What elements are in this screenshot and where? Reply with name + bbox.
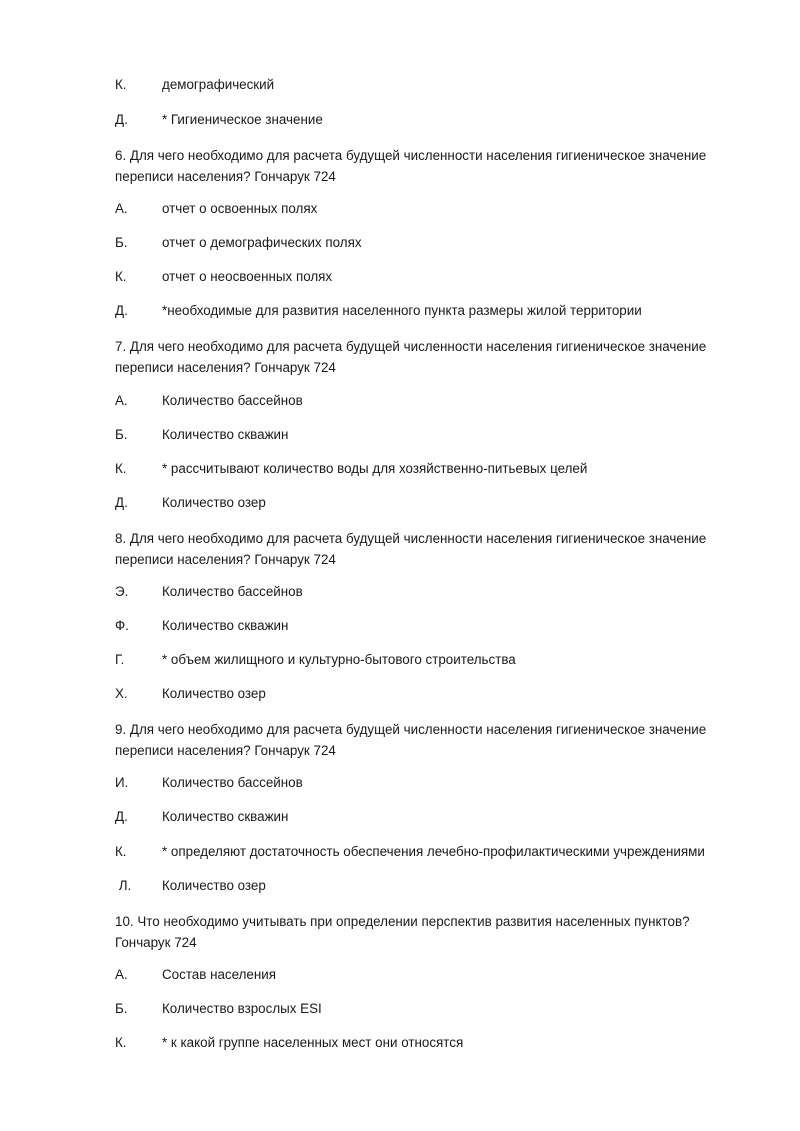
question-text: 8. Для чего необходимо для расчета будущей численности населения гигиеническое значение переписи населения? Гончарук 724 bbox=[115, 531, 707, 567]
option-text: * определяют достаточность обеспечения лечебно-профилактическими учреждениями bbox=[162, 844, 705, 859]
question-text: 9. Для чего необходимо для расчета будущей численности населения гигиеническое значение переписи населения? Гончарук 724 bbox=[115, 722, 707, 758]
option-letter: А. bbox=[115, 201, 128, 216]
option-text: * рассчитывают количество воды для хозяйственно-питьевых целей bbox=[162, 461, 588, 476]
option-letter: К. bbox=[115, 461, 127, 476]
option-text: * объем жилищного и культурно-бытового строительства bbox=[162, 652, 516, 667]
option-text: Количество озер bbox=[162, 878, 266, 893]
option-letter: И. bbox=[115, 775, 129, 790]
option-letter: Б. bbox=[115, 235, 128, 250]
option-text: Количество озер bbox=[162, 686, 266, 701]
option-text: Количество скважин bbox=[162, 618, 289, 633]
option-text: Количество скважин bbox=[162, 427, 289, 442]
option-text: * к какой группе населенных мест они относятся bbox=[162, 1035, 464, 1050]
option-letter: Б. bbox=[115, 427, 128, 442]
option-letter: Л. bbox=[115, 878, 132, 893]
question-text: 7. Для чего необходимо для расчета будущей численности населения гигиеническое значение переписи населения? Гончарук 724 bbox=[115, 339, 707, 375]
option-text: Количество скважин bbox=[162, 809, 289, 824]
option-text: отчет о демографических полях bbox=[162, 235, 362, 250]
option-letter: Д. bbox=[115, 809, 128, 824]
option-letter: К. bbox=[115, 1035, 127, 1050]
option-text: Количество бассейнов bbox=[162, 775, 303, 790]
option-letter: Х. bbox=[115, 686, 128, 701]
question-text: 10. Что необходимо учитывать при определении перспектив развития населенных пунктов? Гончарук 724 bbox=[115, 914, 690, 950]
option-text: *необходимые для развития населенного пункта размеры жилой территории bbox=[162, 303, 642, 318]
option-letter: К. bbox=[115, 269, 127, 284]
option-text: Состав населения bbox=[162, 967, 277, 982]
option-letter: Г. bbox=[115, 652, 125, 667]
option-letter: Э. bbox=[115, 584, 129, 599]
option-letter: Б. bbox=[115, 1001, 128, 1016]
question-text: 6. Для чего необходимо для расчета будущей численности населения гигиеническое значение переписи населения? Гончарук 724 bbox=[115, 148, 707, 184]
option-text: отчет о неосвоенных полях bbox=[162, 269, 333, 284]
option-letter: Д. bbox=[115, 112, 128, 127]
option-letter: А. bbox=[115, 393, 128, 408]
option-letter: Ф. bbox=[115, 618, 129, 633]
option-text: Количество бассейнов bbox=[162, 584, 303, 599]
option-text: Количество бассейнов bbox=[162, 393, 303, 408]
option-text: Количество озер bbox=[162, 495, 266, 510]
option-letter: Д. bbox=[115, 303, 128, 318]
option-letter: К. bbox=[115, 844, 127, 859]
option-letter: А. bbox=[115, 967, 128, 982]
option-text: демографический bbox=[162, 77, 275, 92]
option-letter: Д. bbox=[115, 495, 128, 510]
option-text: Количество взрослых ESI bbox=[162, 1001, 322, 1016]
option-text: отчет о освоенных полях bbox=[162, 201, 318, 216]
option-letter: К. bbox=[115, 77, 127, 92]
option-text: * Гигиеническое значение bbox=[162, 112, 323, 127]
